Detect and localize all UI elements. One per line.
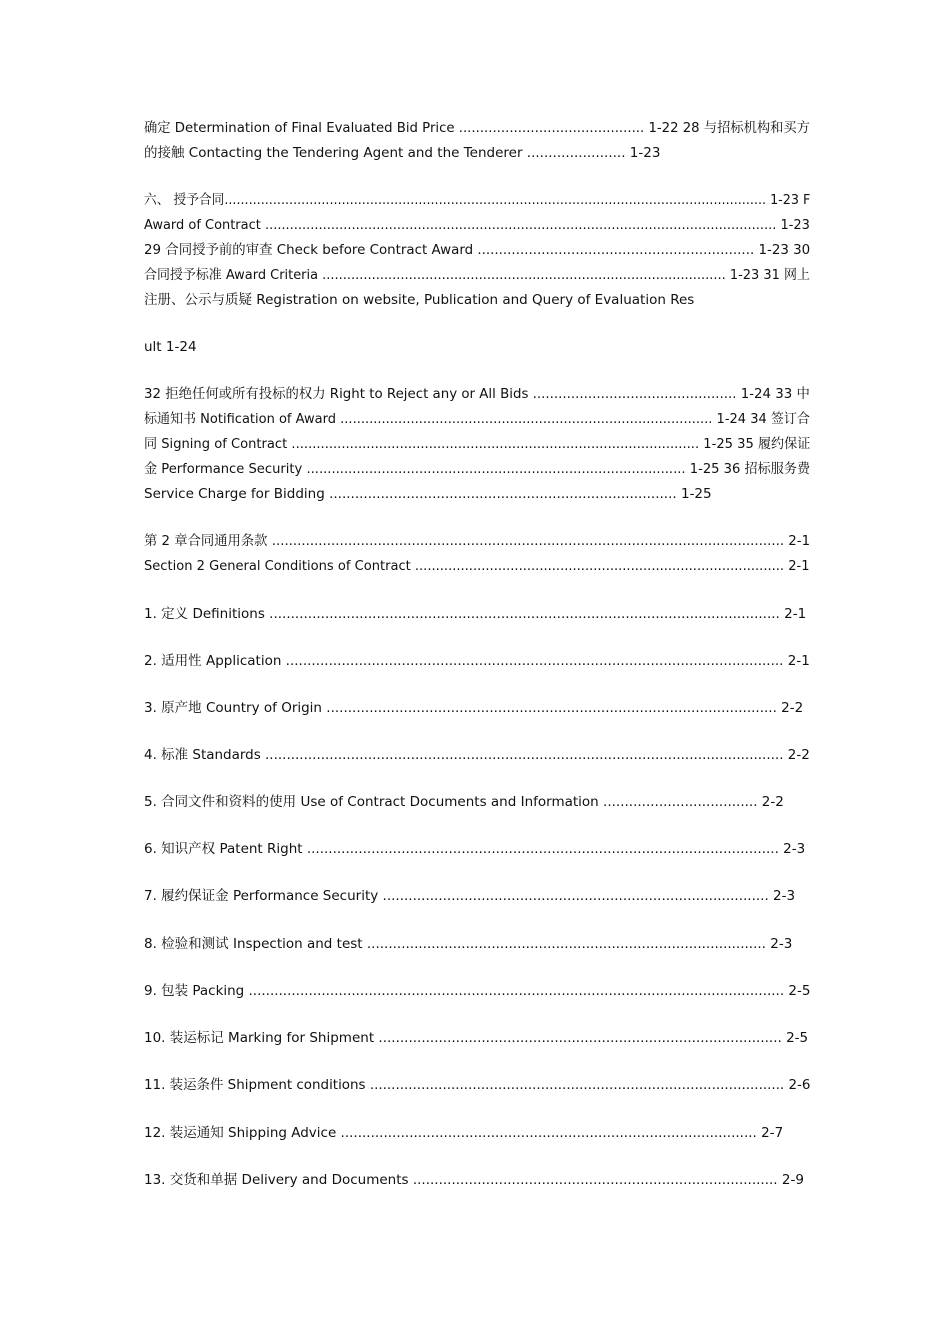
toc-entry: 11. 装运条件 Shipment conditions ................................................................................................. 2-6 <box>144 1077 811 1093</box>
toc-entry: 3. 原产地 Country of Origin ......................................................................................................... 2-2 <box>144 700 804 716</box>
toc-entry: 9. 包装 Packing ............................................................................................................................. 2-5 <box>144 983 811 999</box>
toc-entry: 13. 交货和单据 Delivery and Documents ..................................................................................... 2-9 <box>144 1172 804 1188</box>
toc-entry: ult 1-24 <box>144 339 197 355</box>
toc-entry: 8. 检验和测试 Inspection and test ............................................................................................. 2-3 <box>144 936 793 952</box>
toc-entry: 的接触 Contacting the Tendering Agent and the Tenderer ....................... 1-23 <box>144 145 661 161</box>
toc-entry: 32 拒绝任何或所有投标的权力 Right to Reject any or All Bids ................................................ 1-24 33 中 <box>144 386 810 402</box>
toc-entry: 金 Performance Security ........................................................................................... 1-25 36 招标服务费 <box>144 461 811 477</box>
toc-entry: 1. 定义 Definitions ....................................................................................................................... 2-1 <box>144 606 807 622</box>
toc-entry: 注册、公示与质疑 Registration on website, Publication and Query of Evaluation Res <box>144 292 695 308</box>
toc-entry: Section 2 General Conditions of Contract ......................................................................................... 2-1 <box>144 558 810 574</box>
toc-entry: Award of Contract ............................................................................................................................ 1-23 <box>144 217 810 233</box>
toc-entry: 标通知书 Notification of Award .......................................................................................... 1-24 34 签订合 <box>144 411 810 427</box>
toc-entry: 第 2 章合同通用条款 ......................................................................................................................... 2-1 <box>144 533 811 549</box>
toc-entry: 5. 合同文件和资料的使用 Use of Contract Documents and Information .................................... 2-2 <box>144 794 784 810</box>
toc-entry: 合同授予标准 Award Criteria .................................................................................................. 1-23 31 网上 <box>144 267 810 283</box>
toc-entry: 6. 知识产权 Patent Right .............................................................................................................. 2-3 <box>144 841 806 857</box>
toc-entry: 10. 装运标记 Marking for Shipment .............................................................................................. 2-5 <box>144 1030 809 1046</box>
toc-entry: 2. 适用性 Application .................................................................................................................... 2-1 <box>144 653 810 669</box>
toc-entry: 7. 履约保证金 Performance Security .......................................................................................... 2-3 <box>144 888 796 904</box>
toc-entry: Service Charge for Bidding ................................................................................. 1-25 <box>144 486 712 502</box>
toc-entry: 确定 Determination of Final Evaluated Bid Price ............................................ 1-22 28 与招标机构和买方 <box>144 120 810 136</box>
toc-entry: 4. 标准 Standards ......................................................................................................................... 2-2 <box>144 747 810 763</box>
toc-entry: 29 合同授予前的审查 Check before Contract Award ................................................................. 1-23 30 <box>144 242 811 258</box>
toc-entry: 六、 授予合同...................................................................................................................................... 1-23 F <box>144 192 811 208</box>
toc-entry: 12. 装运通知 Shipping Advice ................................................................................................. 2-7 <box>144 1125 784 1141</box>
toc-entry: 同 Signing of Contract .................................................................................................. 1-25 35 履约保证 <box>144 436 811 452</box>
